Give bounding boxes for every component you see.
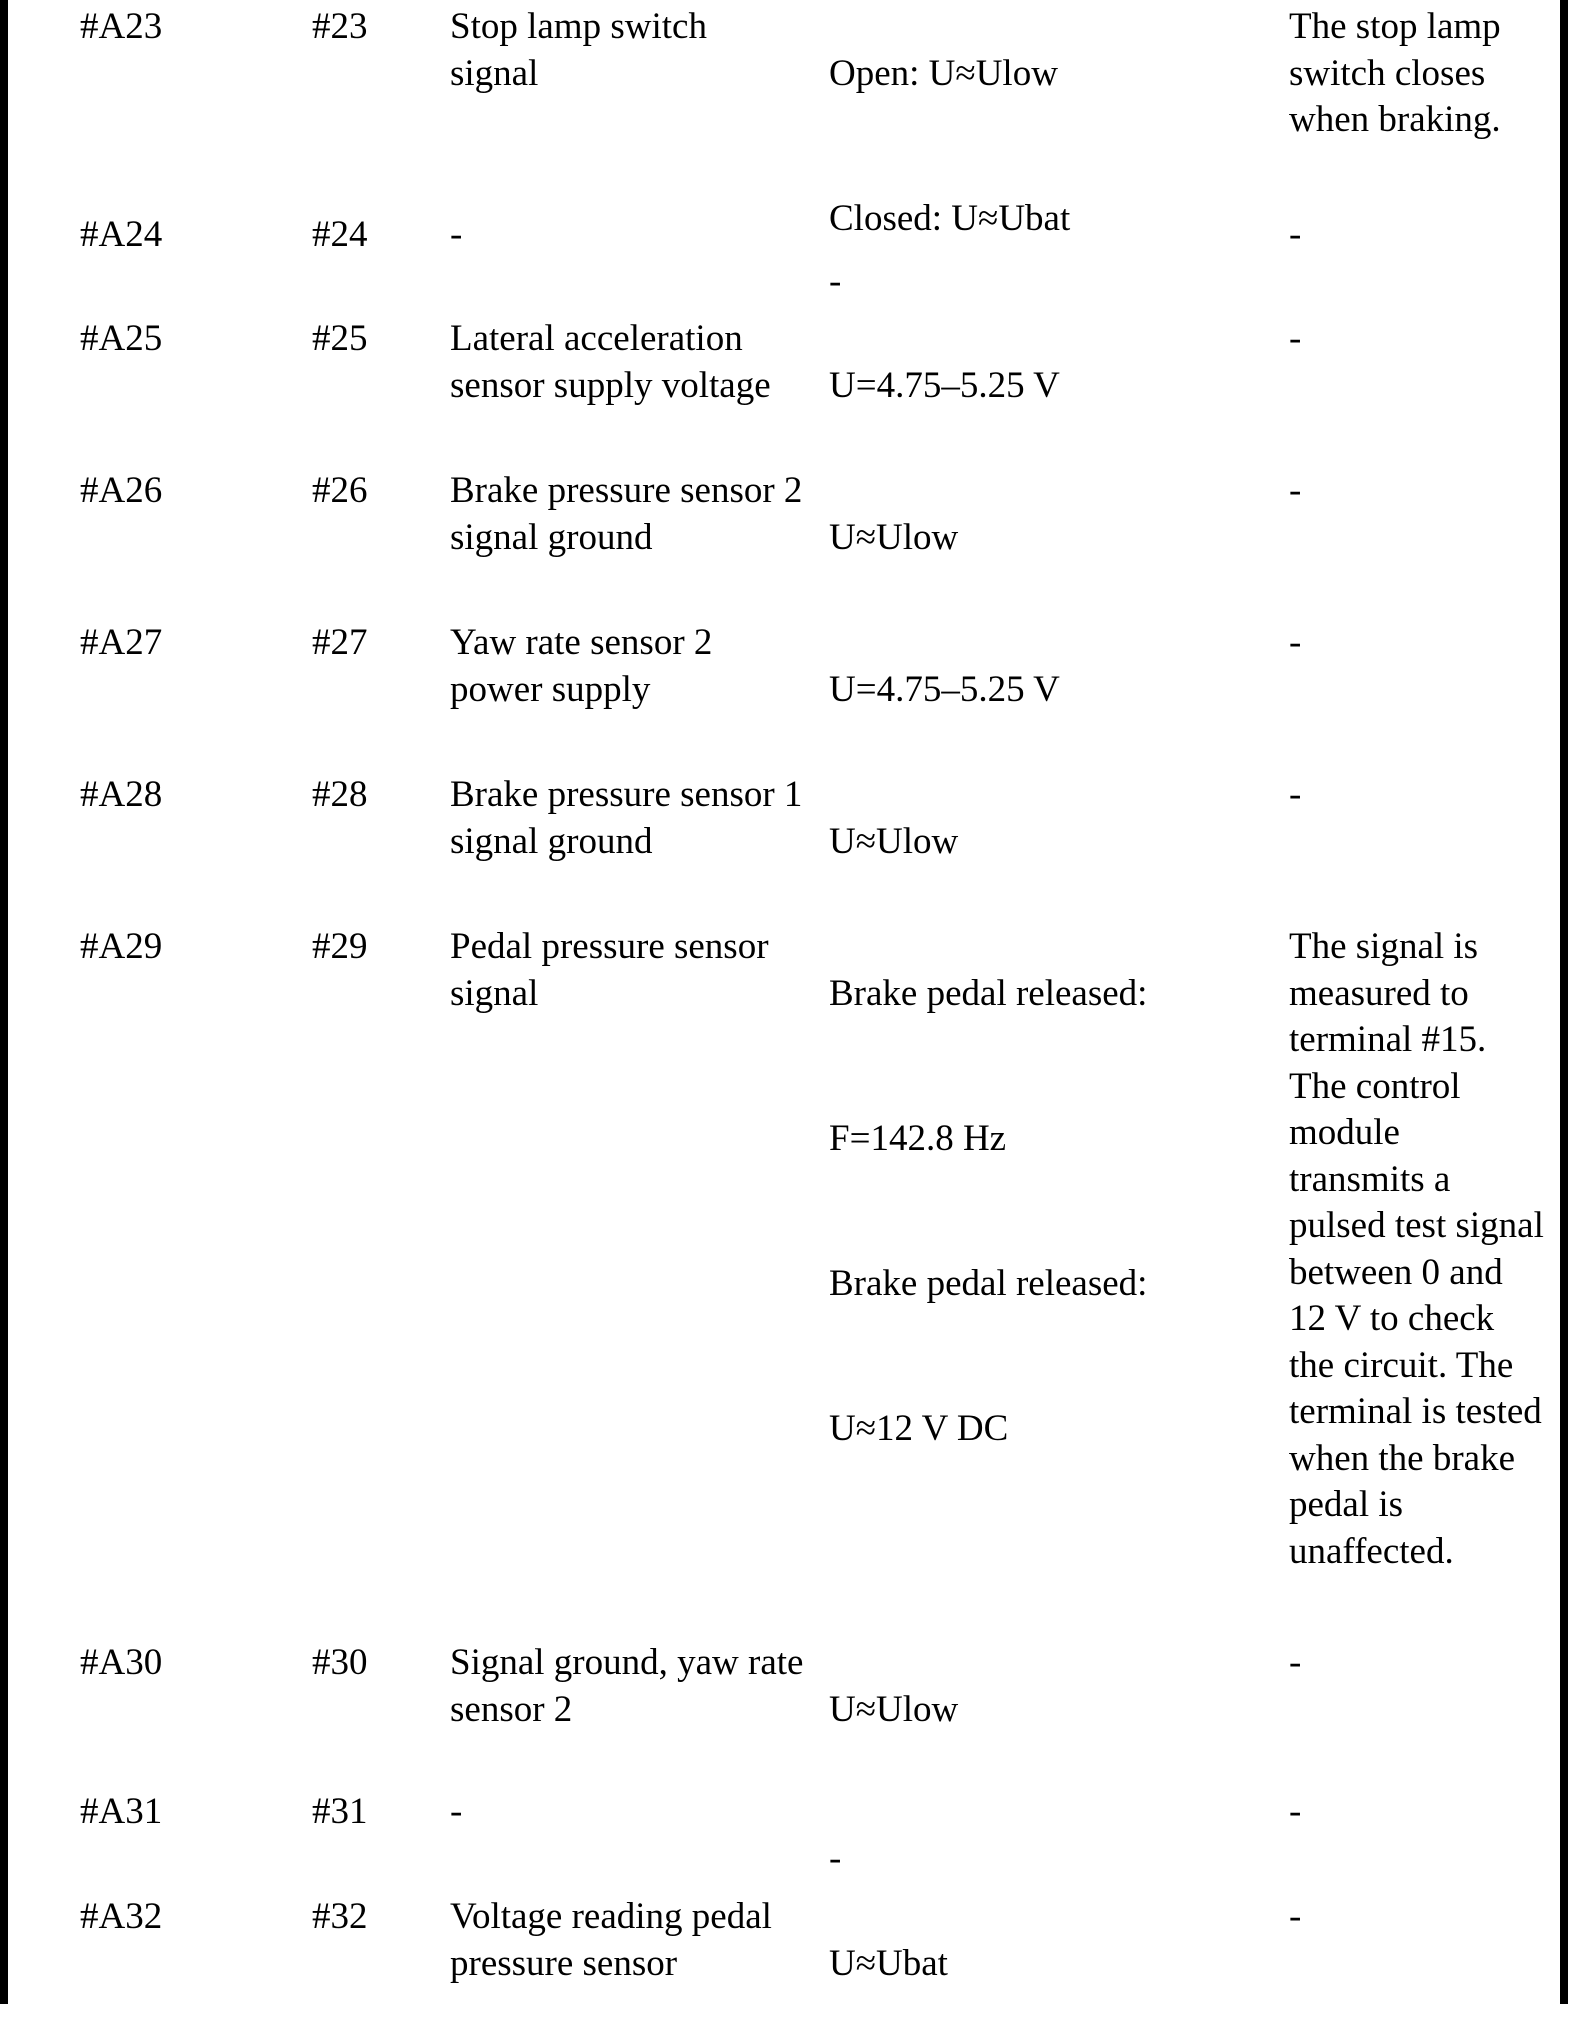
connector-pin: #A28 bbox=[80, 774, 163, 815]
terminal-number: #27 bbox=[312, 622, 368, 663]
nominal-value bbox=[829, 772, 1269, 912]
value-line: Brake pedal released: bbox=[829, 1262, 1148, 1304]
signal-description: - bbox=[450, 214, 463, 255]
connector-pin: #A32 bbox=[80, 1896, 163, 1937]
value-line: U=4.75–5.25 V bbox=[829, 364, 1060, 406]
comment: - bbox=[1289, 1642, 1302, 1683]
terminal-number: #24 bbox=[312, 214, 368, 255]
nominal-value bbox=[829, 924, 1269, 1499]
nominal-value bbox=[829, 620, 1269, 760]
comment: - bbox=[1289, 774, 1302, 815]
nominal-value bbox=[829, 1640, 1269, 1780]
value-line: U≈Ulow bbox=[829, 1688, 959, 1730]
comment: - bbox=[1289, 214, 1302, 255]
comment: The signal is measured to terminal #15. The control module transmits a pulsed test signal between 0 and 12 V to check the circuit. The terminal is tested when the brake pedal is unaffected. bbox=[1289, 926, 1544, 1572]
connector-pin: #A27 bbox=[80, 622, 163, 663]
value-line: Closed: U≈Ubat bbox=[829, 197, 1071, 239]
terminal-number: #25 bbox=[312, 318, 368, 359]
connector-pin: #A26 bbox=[80, 470, 163, 511]
signal-description: Voltage reading pedal pressure sensor bbox=[450, 1896, 772, 1984]
signal-description: - bbox=[450, 1791, 463, 1832]
signal-description: Brake pressure sensor 2 signal ground bbox=[450, 470, 803, 558]
signal-description: Stop lamp switch signal bbox=[450, 6, 707, 94]
terminal-number: #31 bbox=[312, 1791, 368, 1832]
comment: - bbox=[1289, 318, 1302, 359]
terminal-number: #32 bbox=[312, 1896, 368, 1937]
nominal-value bbox=[829, 468, 1269, 608]
terminal-number: #29 bbox=[312, 926, 368, 967]
value-line: - bbox=[829, 260, 842, 302]
comment: - bbox=[1289, 622, 1302, 663]
value-line: U≈Ulow bbox=[829, 820, 959, 862]
terminal-number: #30 bbox=[312, 1642, 368, 1683]
signal-description: Lateral acceleration sensor supply voltage bbox=[450, 318, 771, 406]
comment: - bbox=[1289, 470, 1302, 511]
value-line: U≈Ubat bbox=[829, 1942, 948, 1984]
nominal-value bbox=[829, 1894, 1269, 2034]
signal-description: Signal ground, yaw rate sensor 2 bbox=[450, 1642, 804, 1730]
signal-description: Yaw rate sensor 2 power supply bbox=[450, 622, 713, 710]
connector-pin: #A24 bbox=[80, 214, 163, 255]
value-line: U≈12 V DC bbox=[829, 1407, 1009, 1449]
comment: - bbox=[1289, 1791, 1302, 1832]
terminal-number: #23 bbox=[312, 6, 368, 47]
value-line: U≈Ulow bbox=[829, 516, 959, 558]
nominal-value bbox=[829, 316, 1269, 456]
connector-pin: #A29 bbox=[80, 926, 163, 967]
value-line: Brake pedal released: bbox=[829, 972, 1148, 1014]
terminal-number: #26 bbox=[312, 470, 368, 511]
value-line: - bbox=[829, 1837, 842, 1879]
connector-pin: #A31 bbox=[80, 1791, 163, 1832]
value-line: F=142.8 Hz bbox=[829, 1117, 1007, 1159]
terminal-number: #28 bbox=[312, 774, 368, 815]
connector-pin: #A23 bbox=[80, 6, 163, 47]
value-line: Open: U≈Ulow bbox=[829, 52, 1058, 94]
value-line: U=4.75–5.25 V bbox=[829, 668, 1060, 710]
signal-description: Brake pressure sensor 1 signal ground bbox=[450, 774, 803, 862]
comment: - bbox=[1289, 1896, 1302, 1937]
signal-description: Pedal pressure sensor signal bbox=[450, 926, 769, 1014]
connector-pin: #A30 bbox=[80, 1642, 163, 1683]
connector-pin: #A25 bbox=[80, 318, 163, 359]
comment: The stop lamp switch closes when braking. bbox=[1289, 6, 1501, 140]
